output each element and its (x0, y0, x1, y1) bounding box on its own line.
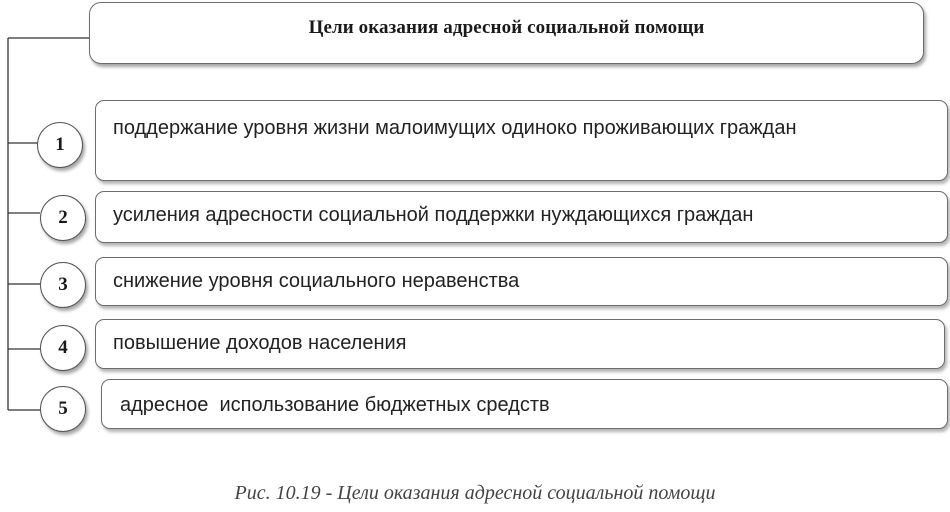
goal-number-2: 2 (40, 195, 86, 241)
goal-number-5: 5 (40, 386, 86, 432)
goal-box-1 (95, 100, 948, 181)
goal-box-4 (95, 319, 945, 369)
goal-number-3: 3 (40, 262, 86, 308)
goal-text-5: адресное использование бюджетных средств (120, 394, 550, 416)
goal-number-1: 1 (37, 122, 83, 168)
goal-box-2 (95, 191, 948, 243)
goal-box-3 (95, 257, 948, 306)
goal-text-3: снижение уровня социального неравенства (113, 270, 520, 292)
figure-caption: Рис. 10.19 - Цели оказания адресной социальной помощи (234, 482, 716, 504)
diagram-title: Цели оказания адресной социальной помощи (308, 17, 705, 38)
title-box (89, 2, 924, 64)
goal-box-5 (101, 379, 948, 429)
goal-text-1: поддержание уровня жизни малоимущих одиноко проживающих граждан (113, 117, 797, 139)
goal-text-2: усиления адресности социальной поддержки нуждающихся граждан (113, 204, 754, 226)
goal-number-4: 4 (40, 325, 86, 371)
goal-text-4: повышение доходов населения (113, 332, 407, 354)
